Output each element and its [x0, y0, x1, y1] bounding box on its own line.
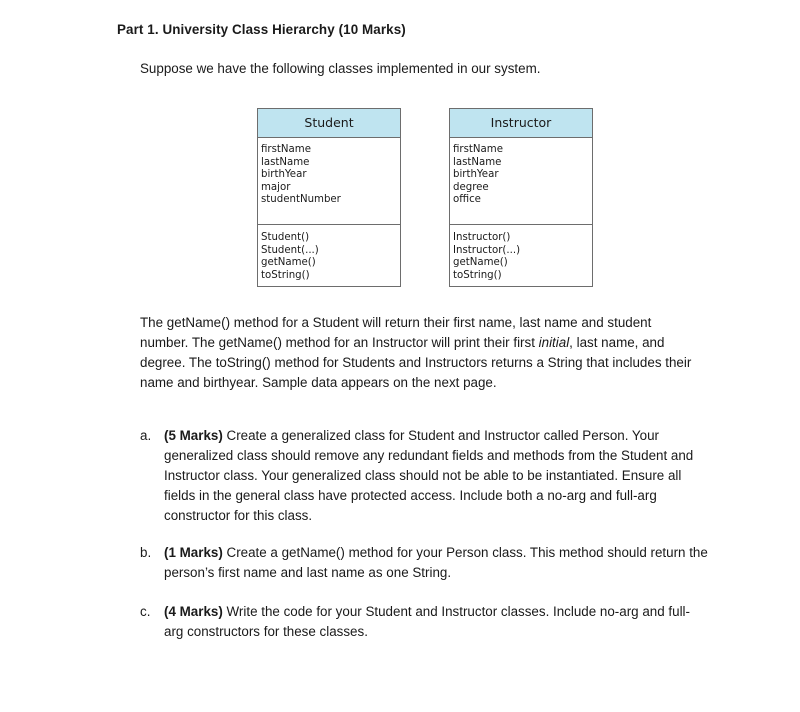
question-marker: a. — [140, 428, 152, 443]
question-marks: (4 Marks) — [164, 604, 223, 619]
page-title: Part 1. University Class Hierarchy (10 Marks) — [117, 22, 406, 37]
question-text: Create a generalized class for Student and Instructor called Person. Your generalized class should remove any redundant fields and methods from the Student and Instructor class. Your generalized class should not be able to be instantiated. Ensure all fields in the general class have protected access. Include both a no-arg and full-arg constructor for this class. — [164, 428, 694, 523]
instructor-field: birthYear — [453, 169, 499, 181]
student-field: major — [261, 181, 291, 193]
question-marks: (1 Marks) — [164, 545, 223, 560]
student-field: firstName — [261, 144, 311, 155]
instructor-field: degree — [453, 181, 489, 193]
question-a — [140, 426, 720, 526]
student-field: birthYear — [261, 169, 307, 181]
question-marker: c. — [140, 604, 151, 619]
instructor-method: Instructor() — [453, 232, 511, 243]
student-method: toString() — [261, 269, 310, 281]
description-text: The getName() method for a Student will return their first name, last name and student number. The getName() method for an Instructor will print their first — [140, 315, 652, 350]
description-paragraph — [140, 313, 700, 393]
instructor-method: toString() — [453, 269, 502, 281]
instructor-fields — [450, 138, 592, 225]
instructor-method: getName() — [453, 257, 508, 269]
description-text: , last name, and degree. The toString() method for Students and Instructors returns a String that includes their name and birthyear. Sample data appears on the next page. — [140, 335, 692, 390]
student-method: Student() — [261, 232, 310, 243]
instructor-method: Instructor(...) — [453, 244, 521, 256]
student-class-name: Student — [258, 109, 400, 138]
question-c — [140, 602, 720, 642]
instructor-class-box — [449, 108, 593, 287]
question-text: Create a getName() method for your Person class. This method should return the person’s first name and last name as one String. — [164, 545, 708, 580]
description-emphasis: initial — [538, 335, 570, 350]
question-text: Write the code for your Student and Instructor classes. Include no-arg and full-arg constructors for these classes. — [164, 604, 690, 639]
student-field: studentNumber — [261, 194, 341, 206]
instructor-methods — [450, 225, 592, 282]
instructor-field: office — [453, 194, 481, 206]
instructor-field: firstName — [453, 144, 503, 155]
question-marker: b. — [140, 545, 152, 560]
question-b — [140, 543, 720, 583]
student-methods — [258, 225, 400, 282]
student-class-box — [257, 108, 401, 287]
instructor-field: lastName — [453, 156, 502, 168]
student-method: getName() — [261, 257, 316, 269]
student-field: lastName — [261, 156, 310, 168]
intro-text: Suppose we have the following classes implemented in our system. — [140, 61, 541, 76]
question-marks: (5 Marks) — [164, 428, 223, 443]
student-method: Student(...) — [261, 244, 319, 256]
instructor-class-name: Instructor — [450, 109, 592, 138]
student-fields — [258, 138, 400, 225]
